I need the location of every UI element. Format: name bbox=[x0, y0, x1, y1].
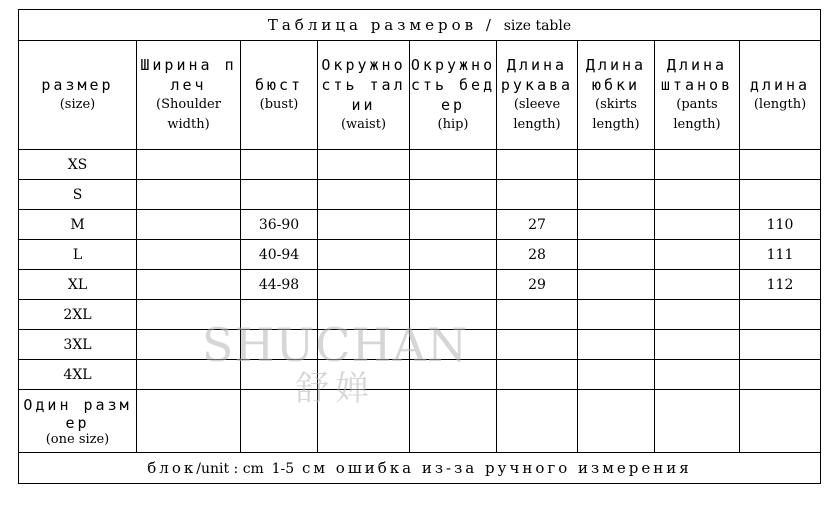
table-row bbox=[19, 360, 821, 390]
table-cell bbox=[497, 390, 578, 453]
table-cell bbox=[578, 240, 655, 270]
table-cell bbox=[137, 390, 241, 453]
table-cell bbox=[740, 150, 821, 180]
table-cell bbox=[655, 150, 740, 180]
table-cell bbox=[410, 390, 497, 453]
table-cell bbox=[578, 210, 655, 240]
size-label-cell: S bbox=[19, 180, 137, 210]
table-cell bbox=[497, 180, 578, 210]
header-label-ru: Окружность бедер bbox=[410, 56, 496, 114]
table-cell bbox=[137, 360, 241, 390]
table-cell bbox=[655, 330, 740, 360]
table-row bbox=[19, 150, 821, 180]
table-cell bbox=[318, 180, 410, 210]
table-cell bbox=[497, 150, 578, 180]
header-label-ru: Длина юбки bbox=[585, 56, 647, 94]
header-row bbox=[19, 41, 821, 150]
one-size-ru: Один размер bbox=[23, 395, 132, 432]
header-cell bbox=[740, 41, 821, 150]
table-cell: 44-98 bbox=[241, 270, 318, 300]
table-cell bbox=[497, 300, 578, 330]
header-label-en: (waist) bbox=[340, 117, 387, 132]
table-cell bbox=[318, 360, 410, 390]
table-row bbox=[19, 300, 821, 330]
table-cell bbox=[497, 360, 578, 390]
size-label-cell: 4XL bbox=[19, 360, 137, 390]
table-cell bbox=[578, 330, 655, 360]
size-table bbox=[18, 9, 821, 484]
header-cell bbox=[241, 41, 318, 150]
table-cell bbox=[137, 180, 241, 210]
table-cell bbox=[137, 300, 241, 330]
header-label-en: (length) bbox=[753, 97, 807, 112]
table-cell bbox=[241, 150, 318, 180]
size-table-frame bbox=[18, 9, 820, 501]
table-row bbox=[19, 210, 821, 240]
table-cell bbox=[740, 300, 821, 330]
table-cell bbox=[318, 210, 410, 240]
footer-unit-en: /unit : cm bbox=[196, 461, 264, 477]
table-cell bbox=[137, 150, 241, 180]
one-size-cell bbox=[19, 390, 137, 453]
table-cell bbox=[578, 360, 655, 390]
size-label-cell: XS bbox=[19, 150, 137, 180]
table-cell bbox=[137, 240, 241, 270]
table-cell: 112 bbox=[740, 270, 821, 300]
table-row bbox=[19, 270, 821, 300]
title-separator: / bbox=[485, 16, 495, 34]
table-cell bbox=[318, 300, 410, 330]
size-label-cell: XL bbox=[19, 270, 137, 300]
table-cell bbox=[655, 300, 740, 330]
table-cell bbox=[137, 210, 241, 240]
header-label-ru: Длина штанов bbox=[660, 56, 734, 94]
table-cell bbox=[578, 390, 655, 453]
table-cell bbox=[241, 360, 318, 390]
header-label-ru: размер bbox=[41, 76, 114, 94]
table-row bbox=[19, 240, 821, 270]
table-cell: 111 bbox=[740, 240, 821, 270]
table-cell bbox=[655, 270, 740, 300]
table-cell bbox=[410, 270, 497, 300]
table-cell bbox=[410, 240, 497, 270]
header-label-en: (Shoulder width) bbox=[156, 97, 221, 132]
table-cell bbox=[410, 150, 497, 180]
table-cell: 29 bbox=[497, 270, 578, 300]
footer-range: 1-5 bbox=[271, 461, 295, 477]
table-footer bbox=[19, 453, 821, 484]
header-cell bbox=[578, 41, 655, 150]
table-cell: 27 bbox=[497, 210, 578, 240]
table-cell bbox=[655, 210, 740, 240]
header-label-en: (size) bbox=[59, 97, 96, 112]
one-size-row bbox=[19, 390, 821, 453]
table-cell bbox=[241, 330, 318, 360]
header-cell bbox=[318, 41, 410, 150]
header-cell bbox=[497, 41, 578, 150]
size-label-cell: M bbox=[19, 210, 137, 240]
table-cell bbox=[497, 330, 578, 360]
table-cell: 28 bbox=[497, 240, 578, 270]
header-cell bbox=[655, 41, 740, 150]
table-cell bbox=[655, 180, 740, 210]
size-label-cell: L bbox=[19, 240, 137, 270]
table-title bbox=[19, 10, 821, 41]
table-cell bbox=[578, 300, 655, 330]
table-cell: 36-90 bbox=[241, 210, 318, 240]
table-cell bbox=[318, 240, 410, 270]
table-cell: 40-94 bbox=[241, 240, 318, 270]
header-cell bbox=[137, 41, 241, 150]
table-cell bbox=[740, 180, 821, 210]
size-label-cell: 2XL bbox=[19, 300, 137, 330]
one-size-en: (one size) bbox=[45, 431, 110, 447]
footer-note: см ошибка из-за ручного измерения bbox=[301, 459, 692, 477]
header-label-ru: бюст bbox=[254, 76, 304, 94]
table-cell bbox=[578, 150, 655, 180]
table-cell bbox=[740, 330, 821, 360]
table-cell bbox=[137, 270, 241, 300]
table-row bbox=[19, 180, 821, 210]
watermark-en: SHUCHAN bbox=[201, 318, 469, 372]
table-cell bbox=[410, 300, 497, 330]
table-cell bbox=[655, 240, 740, 270]
title-ru: Таблица размеров bbox=[267, 16, 478, 34]
table-cell bbox=[410, 210, 497, 240]
footer-unit-ru: блок bbox=[147, 459, 197, 477]
table-cell bbox=[318, 390, 410, 453]
header-label-en: (skirts length) bbox=[592, 97, 640, 132]
header-label-ru: длина bbox=[749, 76, 811, 94]
table-cell bbox=[740, 390, 821, 453]
table-cell: 110 bbox=[740, 210, 821, 240]
size-label-cell: 3XL bbox=[19, 330, 137, 360]
table-cell bbox=[655, 390, 740, 453]
table-cell bbox=[241, 180, 318, 210]
table-cell bbox=[318, 330, 410, 360]
table-cell bbox=[318, 150, 410, 180]
table-row bbox=[19, 330, 821, 360]
header-cell bbox=[410, 41, 497, 150]
title-en: size table bbox=[503, 18, 572, 34]
table-cell bbox=[137, 330, 241, 360]
header-cell bbox=[19, 41, 137, 150]
header-label-ru: Окружность талии bbox=[321, 56, 406, 114]
table-cell bbox=[410, 180, 497, 210]
header-label-en: (hip) bbox=[437, 117, 469, 132]
table-cell bbox=[318, 270, 410, 300]
header-label-en: (bust) bbox=[259, 97, 299, 112]
table-cell bbox=[655, 360, 740, 390]
table-cell bbox=[241, 300, 318, 330]
watermark-cn: 舒婵 bbox=[295, 369, 375, 409]
table-cell bbox=[410, 330, 497, 360]
table-cell bbox=[578, 270, 655, 300]
table-cell bbox=[241, 390, 318, 453]
header-label-ru: Длина рукава bbox=[500, 56, 574, 94]
table-cell bbox=[578, 180, 655, 210]
table-cell bbox=[740, 360, 821, 390]
header-label-en: (sleeve length) bbox=[513, 97, 561, 132]
header-label-en: (pants length) bbox=[673, 97, 721, 132]
table-cell bbox=[410, 360, 497, 390]
header-label-ru: Ширина плеч bbox=[140, 56, 237, 94]
